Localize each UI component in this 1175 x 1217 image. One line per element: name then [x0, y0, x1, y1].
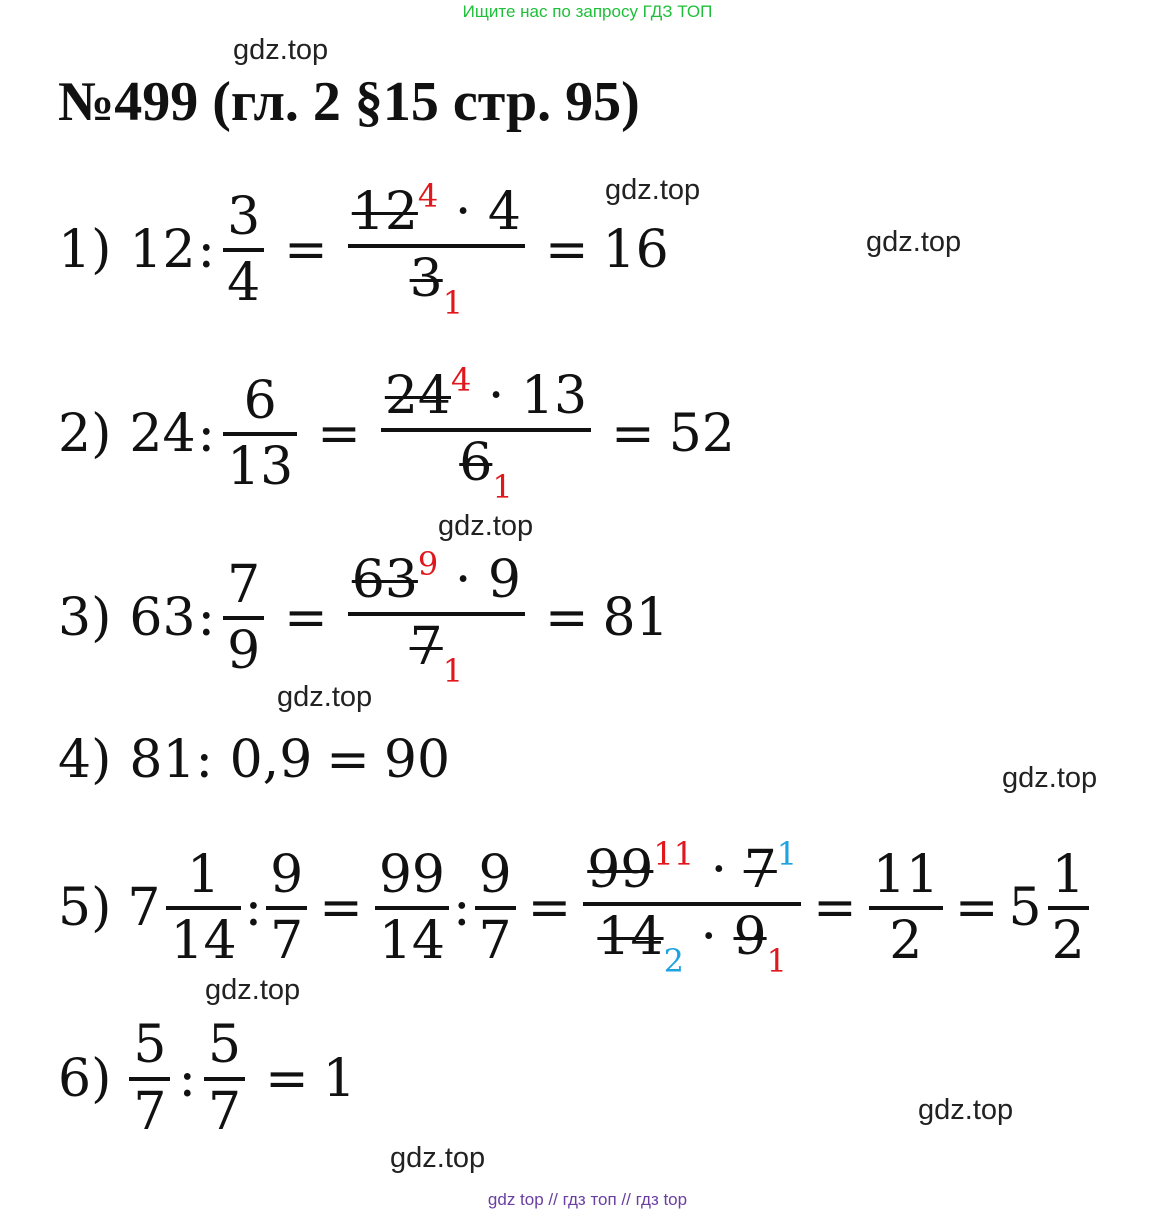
problem-label: 3)	[58, 588, 112, 649]
watermark: gdz.top	[277, 681, 373, 713]
result: 52	[668, 404, 735, 465]
factor: 13	[520, 366, 588, 426]
numerator: 1	[187, 844, 221, 905]
denominator	[406, 248, 467, 322]
denominator	[455, 432, 516, 506]
watermark: gdz.top	[233, 34, 329, 66]
reduced-number: 11	[653, 835, 695, 873]
fraction-bar	[223, 248, 264, 252]
fraction-bar	[1048, 906, 1089, 910]
dividend: 63	[129, 588, 196, 649]
numerator	[348, 177, 525, 242]
cancelled-number: 24	[384, 366, 451, 426]
fraction	[223, 370, 297, 498]
expression: 81: 0,9	[129, 730, 313, 790]
denominator: 7	[478, 911, 512, 972]
problem-label: 6)	[58, 1048, 112, 1109]
multiply-dot: ·	[710, 840, 728, 900]
denominator: 14	[378, 911, 446, 972]
cancelled-number: 3	[409, 248, 443, 309]
fraction	[375, 844, 449, 972]
numerator: 9	[478, 844, 512, 905]
problem-1	[58, 177, 669, 322]
colon: :	[178, 1048, 196, 1109]
numerator: 3	[227, 186, 261, 247]
fraction-bar	[475, 906, 516, 910]
numerator: 5	[208, 1015, 242, 1075]
equals: =	[265, 1048, 309, 1109]
equals: =	[284, 588, 328, 649]
problem-6	[58, 1015, 356, 1142]
cancelled-number: 14	[597, 906, 664, 967]
problem-3	[58, 545, 669, 690]
fraction	[166, 844, 240, 972]
fraction	[348, 177, 525, 322]
watermark: gdz.top	[205, 974, 301, 1006]
fraction	[869, 844, 943, 972]
watermark: gdz.top	[1002, 762, 1098, 794]
numerator: 11	[872, 844, 939, 905]
cancelled-number: 7	[409, 616, 443, 677]
fraction	[1048, 844, 1089, 972]
search-banner: Ищите нас по запросу ГДЗ ТОП	[462, 2, 713, 21]
cancelled-number: 6	[459, 432, 493, 493]
result: 90	[383, 730, 451, 790]
fraction-bar	[348, 612, 525, 616]
fraction	[266, 844, 307, 972]
denominator: 7	[270, 911, 304, 972]
fraction	[223, 186, 264, 314]
problem-label: 4)	[58, 730, 112, 790]
colon: :	[453, 878, 471, 939]
denominator: 7	[133, 1081, 167, 1142]
footer-links: gdz top // гдз топ // гдз top	[487, 1190, 688, 1209]
numerator: 7	[227, 554, 261, 615]
cancelled-number: 9	[733, 906, 767, 967]
cancelled-number: 99	[587, 840, 654, 900]
cancelled-number: 63	[351, 550, 418, 610]
fraction	[129, 1015, 170, 1142]
reduced-number: 1	[442, 283, 464, 322]
problem-label: 2)	[58, 404, 112, 465]
equals: =	[527, 878, 572, 939]
result: 1	[322, 1048, 356, 1109]
reduced-number: 9	[417, 545, 439, 583]
numerator: 6	[243, 370, 277, 431]
fraction	[583, 835, 801, 980]
problem-2	[58, 361, 735, 506]
denominator	[593, 906, 791, 980]
equals: =	[319, 878, 363, 939]
fraction-bar	[375, 906, 449, 910]
denominator: 2	[889, 911, 923, 972]
reduced-number: 2	[663, 941, 684, 980]
cancelled-number: 7	[743, 840, 777, 900]
equals: =	[544, 220, 589, 281]
fraction-bar	[223, 616, 264, 620]
fraction	[475, 844, 516, 972]
fraction	[381, 361, 591, 506]
denominator: 9	[227, 621, 261, 682]
equals: =	[813, 878, 857, 939]
fraction-bar	[204, 1077, 245, 1081]
whole-part: 5	[1008, 878, 1042, 939]
watermark: gdz.top	[390, 1142, 486, 1174]
equals: =	[326, 730, 370, 790]
problem-4	[58, 730, 451, 790]
equals: =	[544, 588, 589, 649]
dividend: 24	[129, 404, 196, 465]
numerator: 1	[1051, 844, 1085, 905]
fraction-bar	[869, 906, 943, 910]
reduced-number: 4	[417, 177, 439, 215]
equals: =	[317, 404, 361, 465]
fraction	[348, 545, 525, 690]
fraction-bar	[266, 906, 307, 910]
equals: =	[954, 878, 999, 939]
denominator: 4	[227, 253, 261, 314]
fraction	[204, 1015, 245, 1142]
result: 81	[602, 588, 669, 649]
colon: :	[197, 588, 216, 649]
problem-5	[58, 835, 1091, 980]
numerator: 9	[270, 844, 304, 905]
colon: :	[197, 404, 216, 465]
page-title: №499 (гл. 2 §15 стр. 95)	[58, 71, 640, 133]
equals: =	[611, 404, 655, 465]
factor: 4	[487, 182, 521, 242]
fraction-bar	[166, 906, 240, 910]
factor: 9	[487, 550, 521, 610]
multiply-dot: ·	[454, 182, 472, 242]
multiply-dot: ·	[454, 550, 472, 610]
multiply-dot: ·	[487, 366, 505, 426]
watermark: gdz.top	[438, 510, 534, 542]
problem-label: 5)	[58, 878, 112, 939]
cancelled-number: 12	[351, 182, 418, 242]
reduced-number: 1	[442, 651, 464, 690]
fraction	[223, 554, 264, 682]
equals: =	[284, 220, 328, 281]
dividend: 12	[129, 220, 196, 281]
fraction-bar	[583, 902, 801, 906]
denominator: 14	[170, 911, 237, 972]
numerator	[381, 361, 591, 426]
multiply-dot: ·	[700, 906, 717, 967]
watermark: gdz.top	[918, 1094, 1014, 1126]
watermark: gdz.top	[605, 174, 701, 206]
denominator: 2	[1051, 911, 1085, 972]
reduced-number: 1	[766, 941, 787, 980]
whole-part: 7	[127, 878, 161, 939]
numerator: 99	[378, 844, 446, 905]
denominator: 7	[208, 1081, 242, 1142]
reduced-number: 1	[492, 467, 513, 506]
watermark: gdz.top	[866, 226, 962, 258]
fraction-bar	[129, 1077, 170, 1081]
colon: :	[197, 220, 216, 281]
problem-label: 1)	[58, 220, 112, 281]
numerator	[583, 835, 801, 900]
reduced-number: 1	[776, 835, 798, 873]
numerator	[348, 545, 525, 610]
denominator: 13	[227, 437, 294, 498]
reduced-number: 4	[451, 361, 472, 399]
fraction-bar	[348, 244, 525, 248]
numerator: 5	[133, 1015, 167, 1075]
result: 16	[602, 220, 669, 281]
colon: :	[244, 878, 263, 939]
denominator	[406, 616, 467, 690]
fraction-bar	[381, 428, 591, 432]
fraction-bar	[223, 432, 297, 436]
